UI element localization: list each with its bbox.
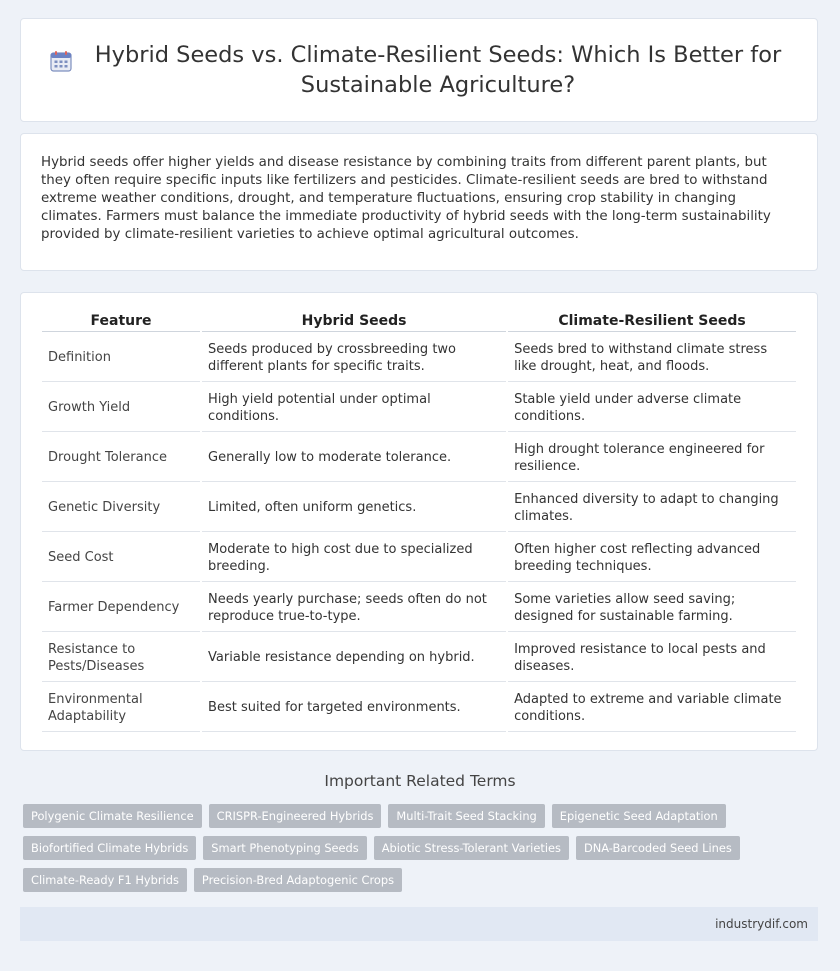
hybrid-cell: Needs yearly purchase; seeds often do not reproduce true-to-type. (202, 584, 506, 632)
related-term-tag[interactable]: DNA-Barcoded Seed Lines (576, 836, 740, 860)
feature-cell: Growth Yield (42, 384, 200, 432)
table-row (42, 584, 796, 632)
related-term-tag[interactable]: Abiotic Stress-Tolerant Varieties (374, 836, 569, 860)
hybrid-cell: Best suited for targeted environments. (202, 684, 506, 732)
tag-row (23, 868, 823, 892)
climate-cell: Enhanced diversity to adapt to changing climates. (508, 484, 796, 532)
hybrid-cell: Seeds produced by crossbreeding two different plants for specific traits. (202, 334, 506, 382)
table-row (42, 434, 796, 482)
title-card (20, 18, 818, 122)
title-wrap (49, 40, 789, 100)
climate-cell: Some varieties allow seed saving; designed for sustainable farming. (508, 584, 796, 632)
page-title: Hybrid Seeds vs. Climate-Resilient Seeds: Which Is Better for Sustainable Agriculture? (94, 42, 782, 98)
calendar-icon (49, 49, 73, 77)
comparison-table (40, 309, 798, 734)
feature-cell: Resistance to Pests/Diseases (42, 634, 200, 682)
related-terms (23, 804, 823, 900)
related-term-tag[interactable]: Epigenetic Seed Adaptation (552, 804, 726, 828)
footer (20, 907, 818, 941)
header-feature: Feature (42, 311, 200, 332)
hybrid-cell: Generally low to moderate tolerance. (202, 434, 506, 482)
feature-cell: Genetic Diversity (42, 484, 200, 532)
header-hybrid: Hybrid Seeds (202, 311, 506, 332)
table-row (42, 634, 796, 682)
tag-row (23, 804, 823, 828)
related-term-tag[interactable]: Climate-Ready F1 Hybrids (23, 868, 187, 892)
feature-cell: Drought Tolerance (42, 434, 200, 482)
table-row (42, 384, 796, 432)
intro-card (20, 133, 818, 271)
related-term-tag[interactable]: Smart Phenotyping Seeds (203, 836, 366, 860)
intro-paragraph: Hybrid seeds offer higher yields and disease resistance by combining traits from different parent plants, but they often require specific inputs like fertilizers and pesticides. Climate-resilient seeds are bred to withstand extreme weather conditions, drought, and temperature fluctuations, ensuring crop stability in changing climates. Farmers must balance the immediate productivity of hybrid seeds with the long-term sustainability provided by climate-resilient varieties to achieve optimal agricultural outcomes. (41, 155, 771, 242)
feature-cell: Environmental Adaptability (42, 684, 200, 732)
header-climate: Climate-Resilient Seeds (508, 311, 796, 332)
table-row (42, 484, 796, 532)
related-term-tag[interactable]: CRISPR-Engineered Hybrids (209, 804, 382, 828)
table-row (42, 684, 796, 732)
climate-cell: High drought tolerance engineered for resilience. (508, 434, 796, 482)
footer-site-link[interactable]: industrydif.com (715, 917, 808, 931)
related-term-tag[interactable]: Polygenic Climate Resilience (23, 804, 202, 828)
table-row (42, 334, 796, 382)
hybrid-cell: Moderate to high cost due to specialized breeding. (202, 534, 506, 582)
comparison-card (20, 292, 818, 751)
climate-cell: Often higher cost reflecting advanced breeding techniques. (508, 534, 796, 582)
tag-row (23, 836, 823, 860)
table-header-row (42, 311, 796, 332)
related-term-tag[interactable]: Biofortified Climate Hybrids (23, 836, 196, 860)
feature-cell: Seed Cost (42, 534, 200, 582)
feature-cell: Definition (42, 334, 200, 382)
climate-cell: Stable yield under adverse climate conditions. (508, 384, 796, 432)
climate-cell: Improved resistance to local pests and diseases. (508, 634, 796, 682)
climate-cell: Adapted to extreme and variable climate conditions. (508, 684, 796, 732)
related-terms-title: Important Related Terms (324, 772, 516, 790)
climate-cell: Seeds bred to withstand climate stress like drought, heat, and floods. (508, 334, 796, 382)
hybrid-cell: Limited, often uniform genetics. (202, 484, 506, 532)
feature-cell: Farmer Dependency (42, 584, 200, 632)
table-row (42, 534, 796, 582)
related-term-tag[interactable]: Multi-Trait Seed Stacking (388, 804, 544, 828)
hybrid-cell: High yield potential under optimal conditions. (202, 384, 506, 432)
hybrid-cell: Variable resistance depending on hybrid. (202, 634, 506, 682)
related-term-tag[interactable]: Precision-Bred Adaptogenic Crops (194, 868, 402, 892)
